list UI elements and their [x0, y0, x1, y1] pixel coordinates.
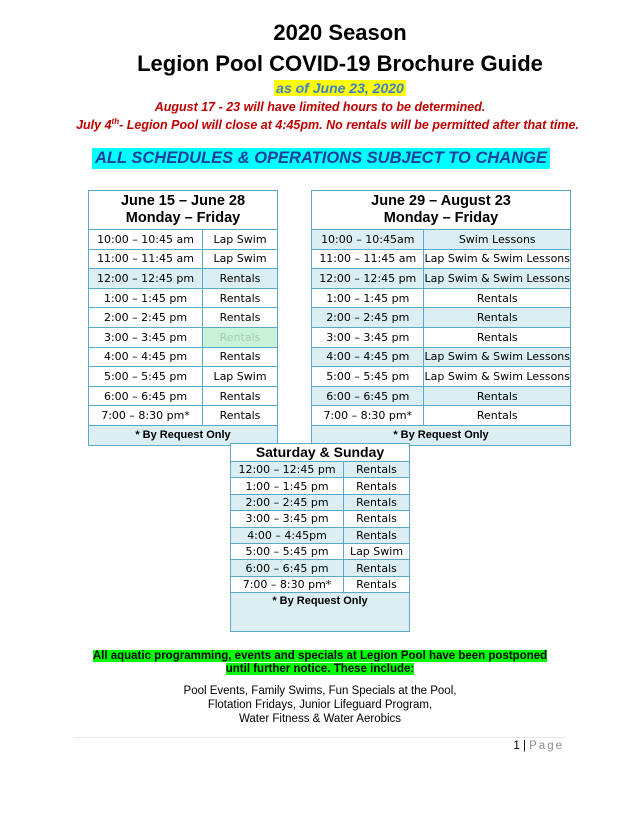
table-heading	[89, 191, 278, 230]
activity-cell: Lap Swim	[203, 230, 278, 250]
activity-cell: Rentals	[424, 288, 571, 308]
july-notice	[0, 117, 640, 132]
by-request-footnote: * By Request Only	[89, 425, 278, 445]
time-cell: 2:00 – 2:45 pm	[231, 494, 344, 510]
table-heading-days: Monday – Friday	[383, 210, 499, 226]
table-heading-days: Monday – Friday	[125, 210, 241, 226]
time-cell: 5:00 – 5:45 pm	[89, 367, 203, 387]
as-of-date: as of June 23, 2020	[276, 80, 404, 96]
activity-cell: Rentals	[344, 576, 410, 592]
table-heading: Saturday & Sunday	[231, 444, 410, 462]
table-row	[89, 230, 278, 250]
activity-cell: Rentals	[203, 347, 278, 367]
time-cell: 5:00 – 5:45 pm	[312, 367, 424, 387]
july-notice-text: - Legion Pool will close at 4:45pm. No rentals will be permitted after that time.	[119, 118, 579, 133]
time-cell: 6:00 – 6:45 pm	[231, 560, 344, 576]
table-row	[89, 249, 278, 269]
activity-cell: Lap Swim	[344, 543, 410, 559]
schedule-june29-august23	[311, 190, 571, 446]
time-cell: 10:00 – 10:45am	[312, 230, 424, 250]
time-cell: 2:00 – 2:45 pm	[89, 308, 203, 328]
activity-cell: Rentals	[203, 269, 278, 289]
activity-cell: Rentals	[203, 327, 278, 347]
time-cell: 3:00 – 3:45 pm	[312, 327, 424, 347]
postponed-line-2: until further notice. These include:	[225, 663, 415, 675]
page-number: 1	[513, 740, 520, 752]
page-label: Page	[529, 740, 564, 752]
table-row	[89, 308, 278, 328]
time-cell: 6:00 – 6:45 pm	[312, 386, 424, 406]
table-row	[312, 249, 571, 269]
table-row	[312, 230, 571, 250]
by-request-footnote: * By Request Only	[231, 593, 410, 632]
table-row	[231, 543, 410, 559]
postponed-events-list	[0, 684, 640, 726]
table-row	[231, 478, 410, 494]
activity-cell: Lap Swim	[203, 367, 278, 387]
activity-cell: Rentals	[203, 288, 278, 308]
schedule-weekend	[230, 443, 410, 632]
time-cell: 10:00 – 10:45 am	[89, 230, 203, 250]
activity-cell: Rentals	[344, 527, 410, 543]
july-notice-date: July 4	[76, 118, 112, 133]
activity-cell: Rentals	[344, 560, 410, 576]
table-row	[231, 576, 410, 592]
events-line-1: Pool Events, Family Swims, Fun Specials at the Pool,	[183, 685, 457, 697]
table-row	[312, 347, 571, 367]
time-cell: 3:00 – 3:45 pm	[231, 511, 344, 527]
time-cell: 12:00 – 12:45 pm	[312, 269, 424, 289]
activity-cell: Rentals	[424, 386, 571, 406]
table-heading-dates: June 29 – August 23	[371, 193, 511, 209]
july-notice-suffix: th	[111, 117, 120, 126]
table-row	[231, 527, 410, 543]
table-row	[89, 269, 278, 289]
time-cell: 1:00 – 1:45 pm	[89, 288, 203, 308]
table-row	[89, 347, 278, 367]
time-cell: 12:00 – 12:45 pm	[231, 462, 344, 478]
postponed-notice	[0, 650, 640, 676]
activity-cell: Rentals	[203, 406, 278, 426]
activity-cell: Rentals	[203, 308, 278, 328]
as-of-date-row	[0, 80, 640, 98]
time-cell: 4:00 – 4:45pm	[231, 527, 344, 543]
time-cell: 11:00 – 11:45 am	[312, 249, 424, 269]
table-row	[312, 308, 571, 328]
table-row	[89, 367, 278, 387]
table-row	[312, 406, 571, 426]
subject-to-change-banner: ALL SCHEDULES & OPERATIONS SUBJECT TO CHANGE	[92, 148, 550, 169]
page-footer	[513, 740, 564, 752]
activity-cell: Rentals	[344, 511, 410, 527]
season-title: 2020 Season	[273, 20, 407, 45]
activity-cell: Lap Swim & Swim Lessons	[424, 249, 571, 269]
time-cell: 4:00 – 4:45 pm	[89, 347, 203, 367]
activity-cell: Lap Swim & Swim Lessons	[424, 269, 571, 289]
table-row	[231, 462, 410, 478]
schedule-june15-june28	[88, 190, 278, 446]
events-line-3: Water Fitness & Water Aerobics	[238, 713, 402, 725]
table-row	[89, 288, 278, 308]
activity-cell: Lap Swim	[203, 249, 278, 269]
time-cell: 3:00 – 3:45 pm	[89, 327, 203, 347]
time-cell: 7:00 – 8:30 pm*	[89, 406, 203, 426]
footer-divider	[74, 737, 566, 738]
table-row	[89, 327, 278, 347]
time-cell: 1:00 – 1:45 pm	[231, 478, 344, 494]
activity-cell: Lap Swim & Swim Lessons	[424, 347, 571, 367]
activity-cell: Rentals	[424, 308, 571, 328]
activity-cell: Rentals	[203, 386, 278, 406]
activity-cell: Rentals	[424, 327, 571, 347]
time-cell: 4:00 – 4:45 pm	[312, 347, 424, 367]
table-row	[312, 327, 571, 347]
table-row	[231, 511, 410, 527]
table-row	[312, 288, 571, 308]
table-row	[312, 269, 571, 289]
activity-cell: Rentals	[424, 406, 571, 426]
time-cell: 7:00 – 8:30 pm*	[231, 576, 344, 592]
time-cell: 5:00 – 5:45 pm	[231, 543, 344, 559]
by-request-footnote: * By Request Only	[312, 425, 571, 445]
postponed-line-1: All aquatic programming, events and specials at Legion Pool have been postponed	[92, 650, 548, 662]
brochure-title: Legion Pool COVID-19 Brochure Guide	[137, 51, 543, 76]
events-line-2: Flotation Fridays, Junior Lifeguard Program,	[207, 699, 433, 711]
august-notice: August 17 - 23 will have limited hours to be determined.	[154, 100, 486, 114]
activity-cell: Rentals	[344, 494, 410, 510]
activity-cell: Rentals	[344, 462, 410, 478]
time-cell: 12:00 – 12:45 pm	[89, 269, 203, 289]
time-cell: 11:00 – 11:45 am	[89, 249, 203, 269]
activity-cell: Rentals	[344, 478, 410, 494]
table-row	[89, 386, 278, 406]
time-cell: 7:00 – 8:30 pm*	[312, 406, 424, 426]
time-cell: 6:00 – 6:45 pm	[89, 386, 203, 406]
table-heading	[312, 191, 571, 230]
time-cell: 2:00 – 2:45 pm	[312, 308, 424, 328]
table-heading-dates: June 15 – June 28	[120, 193, 246, 209]
page-separator: |	[522, 740, 526, 752]
table-row	[312, 367, 571, 387]
table-row	[89, 406, 278, 426]
table-row	[312, 386, 571, 406]
table-row	[231, 494, 410, 510]
activity-cell: Lap Swim & Swim Lessons	[424, 367, 571, 387]
time-cell: 1:00 – 1:45 pm	[312, 288, 424, 308]
table-row	[231, 560, 410, 576]
activity-cell: Swim Lessons	[424, 230, 571, 250]
